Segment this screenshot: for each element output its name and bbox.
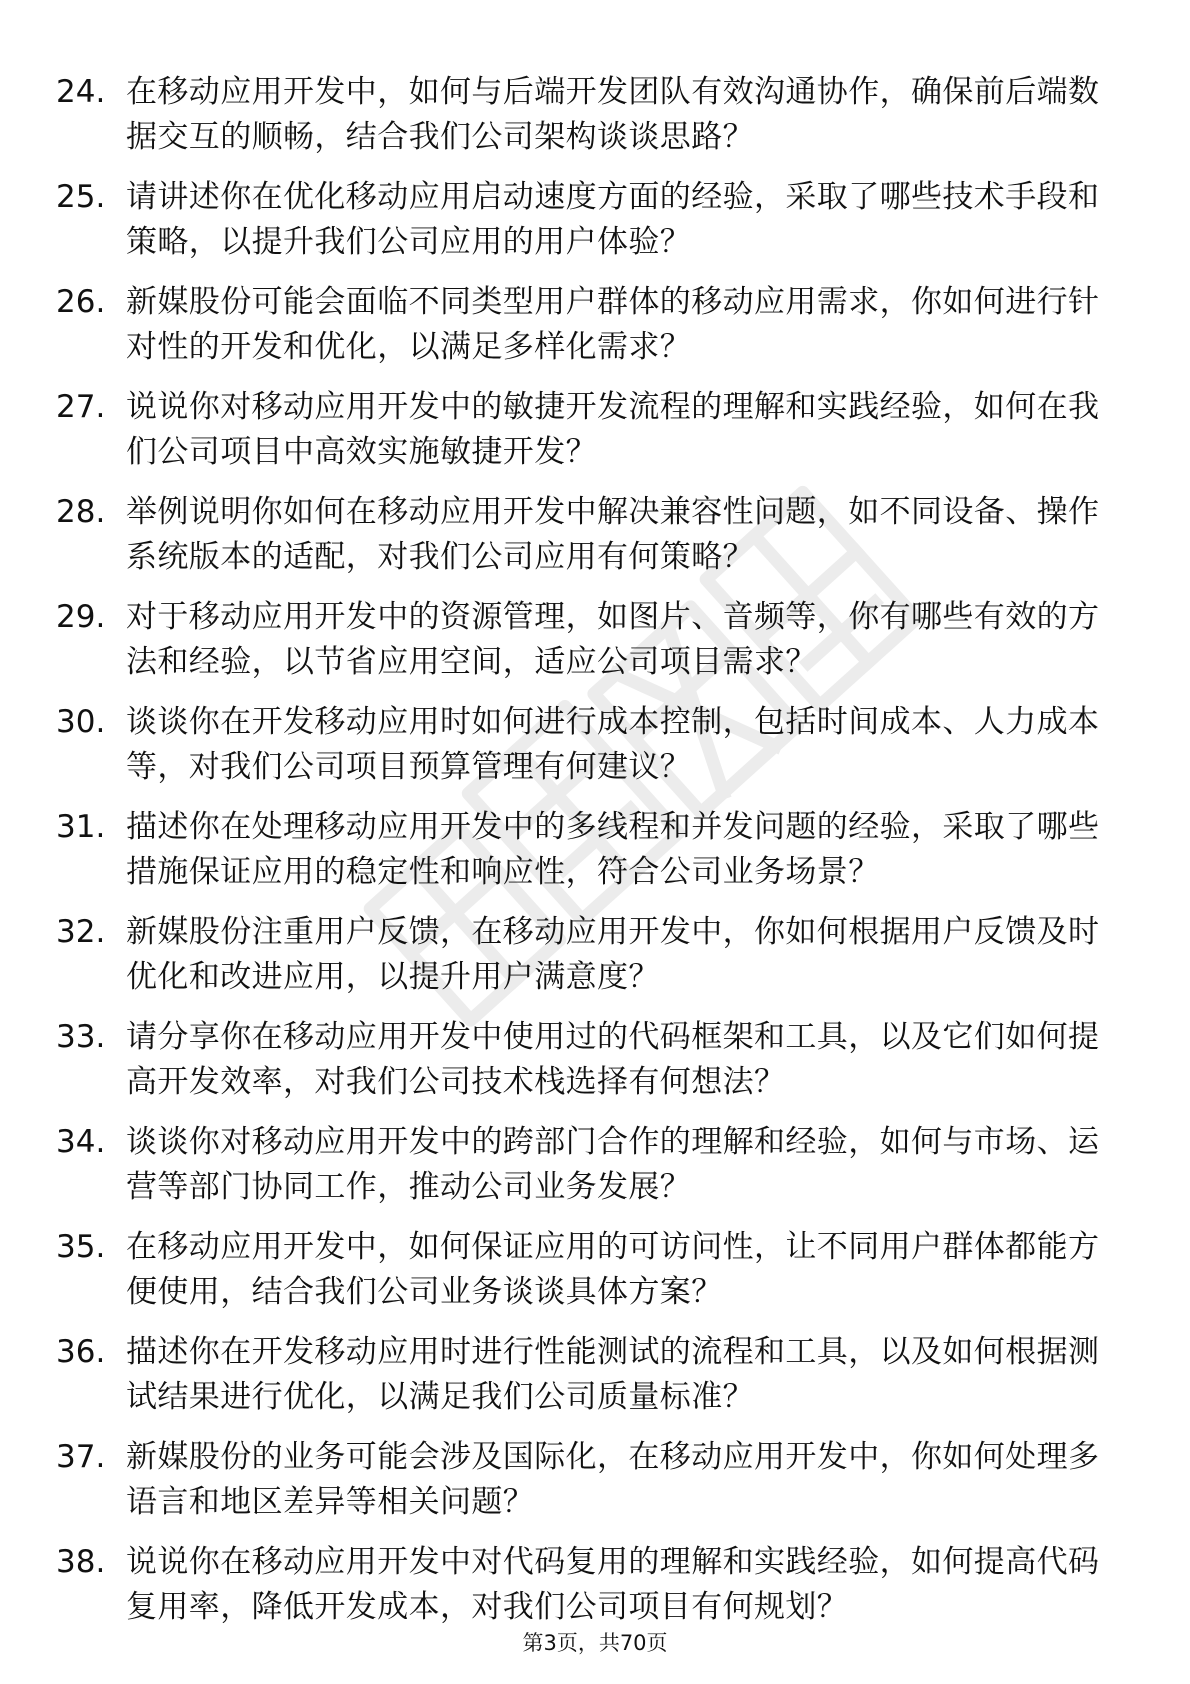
question-text: 请分享你在移动应用开发中使用过的代码框架和工具，以及它们如何提高开发效率，对我们公司技术栈选择有何想法？ [126,1019,1100,1100]
question-item-25 [0,175,1190,280]
question-list [0,70,1190,1645]
question-text: 新媒股份注重用户反馈，在移动应用开发中，你如何根据用户反馈及时优化和改进应用，以提升用户满意度？ [126,914,1100,995]
question-text: 请讲述你在优化移动应用启动速度方面的经验，采取了哪些技术手段和策略，以提升我们公司应用的用户体验？ [126,179,1100,260]
question-text: 谈谈你对移动应用开发中的跨部门合作的理解和经验，如何与市场、运营等部门协同工作，推动公司业务发展？ [126,1124,1100,1205]
question-text: 说说你对移动应用开发中的敏捷开发流程的理解和实践经验，如何在我们公司项目中高效实施敏捷开发？ [126,389,1100,470]
question-text: 对于移动应用开发中的资源管理，如图片、音频等，你有哪些有效的方法和经验，以节省应用空间，适应公司项目需求？ [126,599,1100,680]
question-text: 描述你在开发移动应用时进行性能测试的流程和工具，以及如何根据测试结果进行优化，以满足我们公司质量标准？ [126,1334,1100,1415]
question-number: 36. [56,1334,106,1370]
question-item-31 [0,805,1190,910]
question-number: 27. [56,389,106,425]
question-item-32 [0,910,1190,1015]
question-item-30 [0,700,1190,805]
question-number: 30. [56,704,106,740]
question-number: 24. [56,74,106,110]
question-item-24 [0,70,1190,175]
question-text: 在移动应用开发中，如何与后端开发团队有效沟通协作，确保前后端数据交互的顺畅，结合我们公司架构谈谈思路？ [126,74,1100,155]
question-number: 26. [56,284,106,320]
question-text: 在移动应用开发中，如何保证应用的可访问性，让不同用户群体都能方便使用，结合我们公司业务谈谈具体方案？ [126,1229,1100,1310]
question-number: 34. [56,1124,106,1160]
question-number: 37. [56,1439,106,1475]
question-number: 25. [56,179,106,215]
question-item-37 [0,1435,1190,1540]
page-number-label: 第3页，共70页 [522,1631,668,1655]
question-number: 29. [56,599,106,635]
question-number: 31. [56,809,106,845]
page-footer [0,1628,1190,1658]
question-text: 新媒股份的业务可能会涉及国际化，在移动应用开发中，你如何处理多语言和地区差异等相关问题？ [126,1439,1100,1520]
question-item-33 [0,1015,1190,1120]
question-text: 谈谈你在开发移动应用时如何进行成本控制，包括时间成本、人力成本等，对我们公司项目预算管理有何建议？ [126,704,1100,785]
question-item-26 [0,280,1190,385]
question-text: 描述你在处理移动应用开发中的多线程和并发问题的经验，采取了哪些措施保证应用的稳定性和响应性，符合公司业务场景？ [126,809,1100,890]
question-number: 32. [56,914,106,950]
question-item-29 [0,595,1190,700]
question-item-36 [0,1330,1190,1435]
question-text: 说说你在移动应用开发中对代码复用的理解和实践经验，如何提高代码复用率，降低开发成本，对我们公司项目有何规划？ [126,1544,1100,1625]
question-number: 38. [56,1544,106,1580]
question-number: 28. [56,494,106,530]
question-item-27 [0,385,1190,490]
question-item-35 [0,1225,1190,1330]
question-text: 新媒股份可能会面临不同类型用户群体的移动应用需求，你如何进行针对性的开发和优化，以满足多样化需求？ [126,284,1100,365]
question-number: 33. [56,1019,106,1055]
question-text: 举例说明你如何在移动应用开发中解决兼容性问题，如不同设备、操作系统版本的适配，对我们公司应用有何策略？ [126,494,1100,575]
question-item-28 [0,490,1190,595]
question-number: 35. [56,1229,106,1265]
question-item-34 [0,1120,1190,1225]
